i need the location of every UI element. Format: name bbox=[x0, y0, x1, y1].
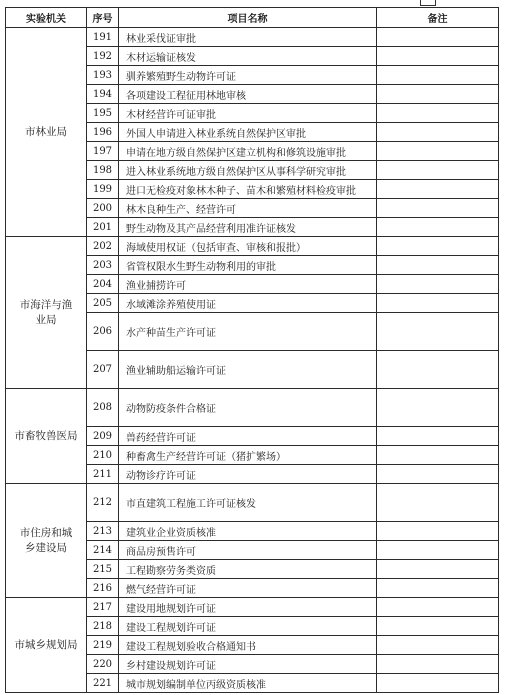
item-number: 216 bbox=[87, 579, 119, 598]
table-row bbox=[6, 389, 499, 427]
item-note bbox=[377, 218, 499, 237]
item-number: 202 bbox=[87, 237, 119, 256]
item-number: 212 bbox=[87, 484, 119, 522]
item-name: 种畜禽生产经营许可证（猪扩繁场） bbox=[119, 446, 377, 465]
item-number: 213 bbox=[87, 522, 119, 541]
item-name: 进口无检疫对象林木种子、苗木和繁殖材料检疫审批 bbox=[119, 180, 377, 199]
item-note bbox=[377, 85, 499, 104]
item-note bbox=[377, 446, 499, 465]
item-name: 林业采伐证审批 bbox=[119, 28, 377, 47]
item-name: 申请在地方级自然保护区建立机构和修筑设施审批 bbox=[119, 142, 377, 161]
table-row bbox=[6, 598, 499, 617]
item-name: 市直建筑工程施工许可证核发 bbox=[119, 484, 377, 522]
item-number: 208 bbox=[87, 389, 119, 427]
item-number: 204 bbox=[87, 275, 119, 294]
item-note bbox=[377, 579, 499, 598]
table-row bbox=[6, 237, 499, 256]
item-number: 217 bbox=[87, 598, 119, 617]
item-name: 木材经营许可证审批 bbox=[119, 104, 377, 123]
table-row bbox=[6, 28, 499, 47]
table-body bbox=[6, 28, 499, 693]
item-note bbox=[377, 28, 499, 47]
item-note bbox=[377, 465, 499, 484]
item-note bbox=[377, 104, 499, 123]
item-number: 199 bbox=[87, 180, 119, 199]
item-name: 建设工程规划验收合格通知书 bbox=[119, 636, 377, 655]
agency-cell: 市海洋与渔业局 bbox=[6, 237, 87, 389]
agency-cell: 市林业局 bbox=[6, 28, 87, 237]
item-number: 193 bbox=[87, 66, 119, 85]
item-name: 动物诊疗许可证 bbox=[119, 465, 377, 484]
item-note bbox=[377, 674, 499, 693]
item-note bbox=[377, 541, 499, 560]
item-name: 城市规划编制单位丙级资质核准 bbox=[119, 674, 377, 693]
header-item-name: 项目名称 bbox=[119, 8, 377, 28]
item-name: 建设用地规划许可证 bbox=[119, 598, 377, 617]
header-number: 序号 bbox=[87, 8, 119, 28]
item-note bbox=[377, 617, 499, 636]
item-note bbox=[377, 180, 499, 199]
approval-items-table bbox=[5, 7, 499, 693]
item-number: 198 bbox=[87, 161, 119, 180]
item-name: 木材运输证核发 bbox=[119, 47, 377, 66]
item-number: 214 bbox=[87, 541, 119, 560]
item-name: 水产种苗生产许可证 bbox=[119, 313, 377, 351]
item-name: 燃气经营许可证 bbox=[119, 579, 377, 598]
item-name: 渔业辅助船运输许可证 bbox=[119, 351, 377, 389]
item-number: 207 bbox=[87, 351, 119, 389]
corner-mark bbox=[420, 0, 436, 6]
item-name: 建筑业企业资质核准 bbox=[119, 522, 377, 541]
item-name: 野生动物及其产品经营利用准许证核发 bbox=[119, 218, 377, 237]
item-number: 218 bbox=[87, 617, 119, 636]
item-number: 195 bbox=[87, 104, 119, 123]
item-note bbox=[377, 522, 499, 541]
agency-cell: 市城乡规划局 bbox=[6, 598, 87, 693]
header-note: 备注 bbox=[377, 8, 499, 28]
item-number: 220 bbox=[87, 655, 119, 674]
item-note bbox=[377, 66, 499, 85]
item-name: 动物防疫条件合格证 bbox=[119, 389, 377, 427]
item-note bbox=[377, 256, 499, 275]
item-name: 林木良种生产、经营许可 bbox=[119, 199, 377, 218]
item-number: 194 bbox=[87, 85, 119, 104]
item-note bbox=[377, 294, 499, 313]
item-note bbox=[377, 351, 499, 389]
item-note bbox=[377, 47, 499, 66]
item-name: 各项建设工程征用林地审核 bbox=[119, 85, 377, 104]
item-note bbox=[377, 484, 499, 522]
item-name: 水域滩涂养殖使用证 bbox=[119, 294, 377, 313]
item-number: 221 bbox=[87, 674, 119, 693]
item-name: 海域使用权证（包括审查、审核和报批） bbox=[119, 237, 377, 256]
item-number: 196 bbox=[87, 123, 119, 142]
item-number: 205 bbox=[87, 294, 119, 313]
item-name: 渔业捕捞许可 bbox=[119, 275, 377, 294]
item-note bbox=[377, 199, 499, 218]
item-number: 210 bbox=[87, 446, 119, 465]
item-number: 197 bbox=[87, 142, 119, 161]
item-name: 商品房预售许可 bbox=[119, 541, 377, 560]
item-number: 219 bbox=[87, 636, 119, 655]
item-number: 201 bbox=[87, 218, 119, 237]
item-note bbox=[377, 123, 499, 142]
item-name: 乡村建设规划许可证 bbox=[119, 655, 377, 674]
item-name: 工程勘察劳务类资质 bbox=[119, 560, 377, 579]
header-agency: 实验机关 bbox=[6, 8, 87, 28]
item-note bbox=[377, 142, 499, 161]
item-note bbox=[377, 389, 499, 427]
item-name: 驯养繁殖野生动物许可证 bbox=[119, 66, 377, 85]
item-note bbox=[377, 313, 499, 351]
item-number: 192 bbox=[87, 47, 119, 66]
item-number: 200 bbox=[87, 199, 119, 218]
item-note bbox=[377, 636, 499, 655]
item-note bbox=[377, 655, 499, 674]
item-note bbox=[377, 427, 499, 446]
item-name: 外国人申请进入林业系统自然保护区审批 bbox=[119, 123, 377, 142]
item-note bbox=[377, 598, 499, 617]
item-note bbox=[377, 161, 499, 180]
item-number: 209 bbox=[87, 427, 119, 446]
item-note bbox=[377, 237, 499, 256]
item-number: 206 bbox=[87, 313, 119, 351]
agency-cell: 市住房和城乡建设局 bbox=[6, 484, 87, 598]
item-number: 211 bbox=[87, 465, 119, 484]
item-note bbox=[377, 275, 499, 294]
item-note bbox=[377, 560, 499, 579]
item-name: 兽药经营许可证 bbox=[119, 427, 377, 446]
item-number: 203 bbox=[87, 256, 119, 275]
item-name: 省管权限水生野生动物利用的审批 bbox=[119, 256, 377, 275]
table-row bbox=[6, 484, 499, 522]
item-name: 进入林业系统地方级自然保护区从事科学研究审批 bbox=[119, 161, 377, 180]
item-number: 191 bbox=[87, 28, 119, 47]
agency-cell: 市畜牧兽医局 bbox=[6, 389, 87, 484]
item-name: 建设工程规划许可证 bbox=[119, 617, 377, 636]
item-number: 215 bbox=[87, 560, 119, 579]
header-row bbox=[6, 8, 499, 28]
